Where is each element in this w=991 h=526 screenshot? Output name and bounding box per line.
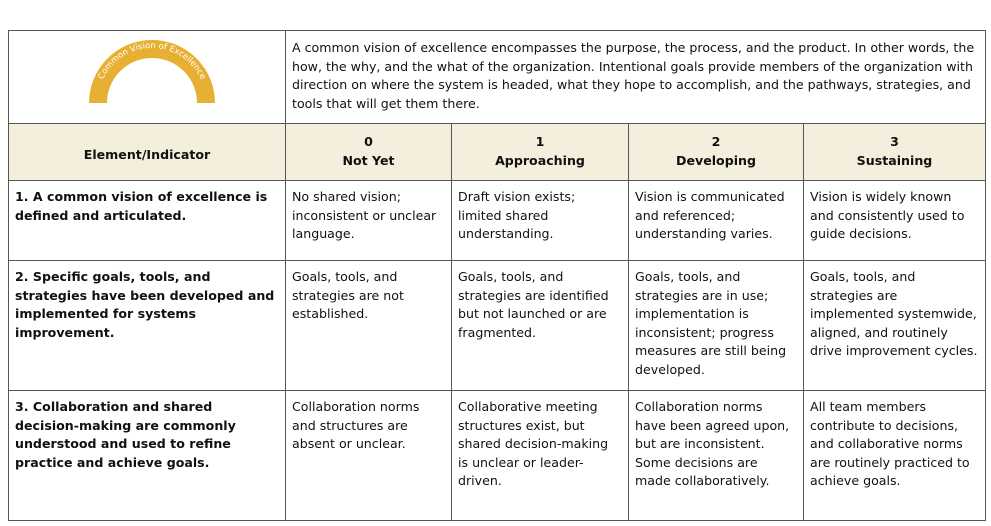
level-name: Developing [675,153,757,168]
rubric-cell: Vision is communicated and referenced; understanding varies. [629,181,804,261]
level-number: 2 [711,134,721,150]
rubric-cell: Collaborative meeting structures exist, but shared decision-making is unclear or leader-driven. [452,391,629,521]
intro-description: A common vision of excellence encompasses the purpose, the process, and the product. In other words, the how, the why, and the what of the organization. Intentional goals provide members of the organization with direction on where the system is headed, what they hope to accomplish, and the pathways, strategies, and tools that will get them there. [286,31,986,124]
rubric-cell: Goals, tools, and strategies are implemented systemwide, aligned, and routinely drive improvement cycles. [804,261,986,391]
rubric-cell: Collaboration norms and structures are absent or unclear. [286,391,452,521]
element-cell: 1. A common vision of excellence is defined and articulated. [9,181,286,261]
level-name: Sustaining [856,153,933,168]
table-row [9,391,986,521]
table-row [9,261,986,391]
vision-arc-logo [9,31,286,113]
level-name: Approaching [495,153,585,168]
element-indicator-header: Element/Indicator [9,124,286,181]
arc-text-path: Common Vision of Excellence [95,39,209,81]
level-name: Not Yet [342,153,395,168]
element-cell: 2. Specific goals, tools, and strategies have been developed and implemented for systems improvement. [9,261,286,391]
intro-row [9,31,986,124]
level-3-header [804,124,986,181]
level-0-header [286,124,452,181]
table-row [9,181,986,261]
level-number: 0 [364,134,373,150]
rubric-cell: All team members contribute to decisions, and collaborative norms are routinely practiced to achieve goals. [804,391,986,521]
rubric-table [8,30,986,521]
logo-cell [9,31,286,124]
rubric-cell: No shared vision; inconsistent or unclear language. [286,181,452,261]
level-number: 3 [890,134,899,150]
element-cell: 3. Collaboration and shared decision-making are commonly understood and used to refine practice and achieve goals. [9,391,286,521]
rubric-cell: Goals, tools, and strategies are not established. [286,261,452,391]
level-number: 1 [535,134,545,150]
rubric-cell: Goals, tools, and strategies are in use; implementation is inconsistent; progress measures are still being developed. [629,261,804,391]
rubric-cell: Goals, tools, and strategies are identified but not launched or are fragmented. [452,261,629,391]
level-1-header [452,124,629,181]
rubric-cell: Draft vision exists; limited shared understanding. [452,181,629,261]
rubric-sheet [8,30,985,521]
rubric-cell: Collaboration norms have been agreed upon, but are inconsistent. Some decisions are made collaboratively. [629,391,804,521]
rubric-cell: Vision is widely known and consistently used to guide decisions. [804,181,986,261]
level-2-header [629,124,804,181]
header-row [9,124,986,181]
